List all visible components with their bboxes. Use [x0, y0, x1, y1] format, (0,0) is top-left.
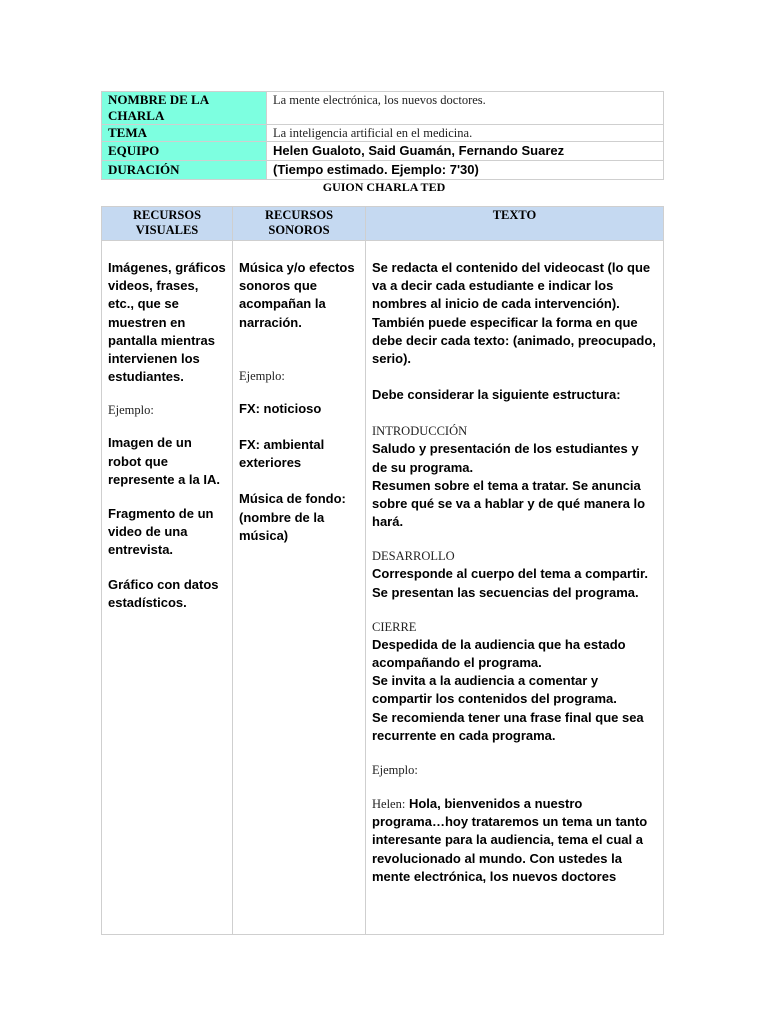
nombre-label: NOMBRE DE LA CHARLA — [102, 92, 267, 125]
sonoro-cell — [233, 241, 366, 935]
sonoro-ejemplo: Ejemplo: — [239, 368, 285, 383]
visual-intro: Imágenes, gráficos videos, frases, etc., que se muestren en pantalla mientras intervienen los estudiantes. — [108, 260, 226, 385]
info-row-tema — [102, 125, 664, 142]
info-row-equipo — [102, 142, 664, 161]
nombre-value: La mente electrónica, los nuevos doctores. — [267, 92, 664, 125]
visual-item: Imagen de un robot que represente a la IA. — [108, 435, 220, 487]
tema-label: TEMA — [102, 125, 267, 142]
visual-item: Gráfico con datos estadísticos. — [108, 576, 219, 610]
guion-header-row — [102, 207, 664, 241]
guion-content-row — [102, 241, 664, 935]
cierre-line: Despedida de la audiencia que ha estado acompañando el programa. — [372, 636, 626, 671]
info-row-nombre — [102, 92, 664, 125]
texto-p2: Debe considerar la siguiente estructura: — [372, 387, 621, 403]
header-texto: TEXTO — [366, 207, 664, 241]
header-recursos-visuales: RECURSOS VISUALES — [102, 207, 233, 241]
tema-value: La inteligencia artificial en el medicina. — [267, 125, 664, 142]
sonoro-item: Música de fondo: (nombre de la música) — [239, 491, 346, 543]
guion-table — [101, 206, 664, 935]
info-table — [101, 91, 664, 180]
texto-p1: Se redacta el contenido del videocast (lo que va a decir cada estudiante e indicar los nombres al inicio de cada intervención). También puede especificar la forma en que debe decir cada texto: (animado, preocupado, serio). — [372, 260, 656, 367]
introduccion-heading: INTRODUCCIÓN — [372, 424, 468, 439]
introduccion-line: Resumen sobre el tema a tratar. Se anuncia sobre qué se va a hablar y de qué manera lo hará. — [372, 477, 646, 530]
cierre-line: Se recomienda tener una frase final que sea recurrente en cada programa. — [372, 709, 644, 743]
equipo-value: Helen Gualoto, Said Guamán, Fernando Suarez — [267, 142, 664, 161]
sonoro-item: FX: ambiental exteriores — [239, 437, 325, 471]
info-row-duracion — [102, 161, 664, 180]
introduccion-line: Saludo y presentación de los estudiantes y de su programa. — [372, 441, 639, 475]
sonoro-item: FX: noticioso — [239, 400, 322, 416]
duracion-value: (Tiempo estimado. Ejemplo: 7'30) — [267, 161, 664, 180]
duracion-label: DURACIÓN — [102, 161, 267, 180]
desarrollo-heading: DESARROLLO — [372, 549, 455, 564]
page-title: GUION CHARLA TED — [322, 180, 446, 194]
texto-cell — [366, 241, 664, 935]
texto-ejemplo: Ejemplo: — [372, 763, 418, 778]
visual-ejemplo: Ejemplo: — [108, 403, 154, 418]
cierre-line: Se invita a la audiencia a comentar y compartir los contenidos del programa. — [372, 673, 617, 707]
texto-example — [372, 795, 657, 886]
header-recursos-sonoros: RECURSOS SONOROS — [233, 207, 366, 241]
visual-cell — [102, 241, 233, 935]
sonoro-intro: Música y/o efectos sonoros que acompañan la narración. — [239, 260, 355, 330]
cierre-heading: CIERRE — [372, 619, 417, 634]
desarrollo-text: Corresponde al cuerpo del tema a compartir. Se presentan las secuencias del programa. — [372, 566, 648, 600]
visual-item: Fragmento de un video de una entrevista. — [108, 506, 214, 558]
speaker-name: Helen: — [372, 797, 406, 812]
example-text: Hola, bienvenidos a nuestro programa…hoy trataremos un tema un tanto interesante para la audiencia, tema el cual a revolucionado al mundo. Con ustedes la mente electrónica, los nuevos doctores — [372, 796, 648, 884]
equipo-label: EQUIPO — [102, 142, 267, 161]
